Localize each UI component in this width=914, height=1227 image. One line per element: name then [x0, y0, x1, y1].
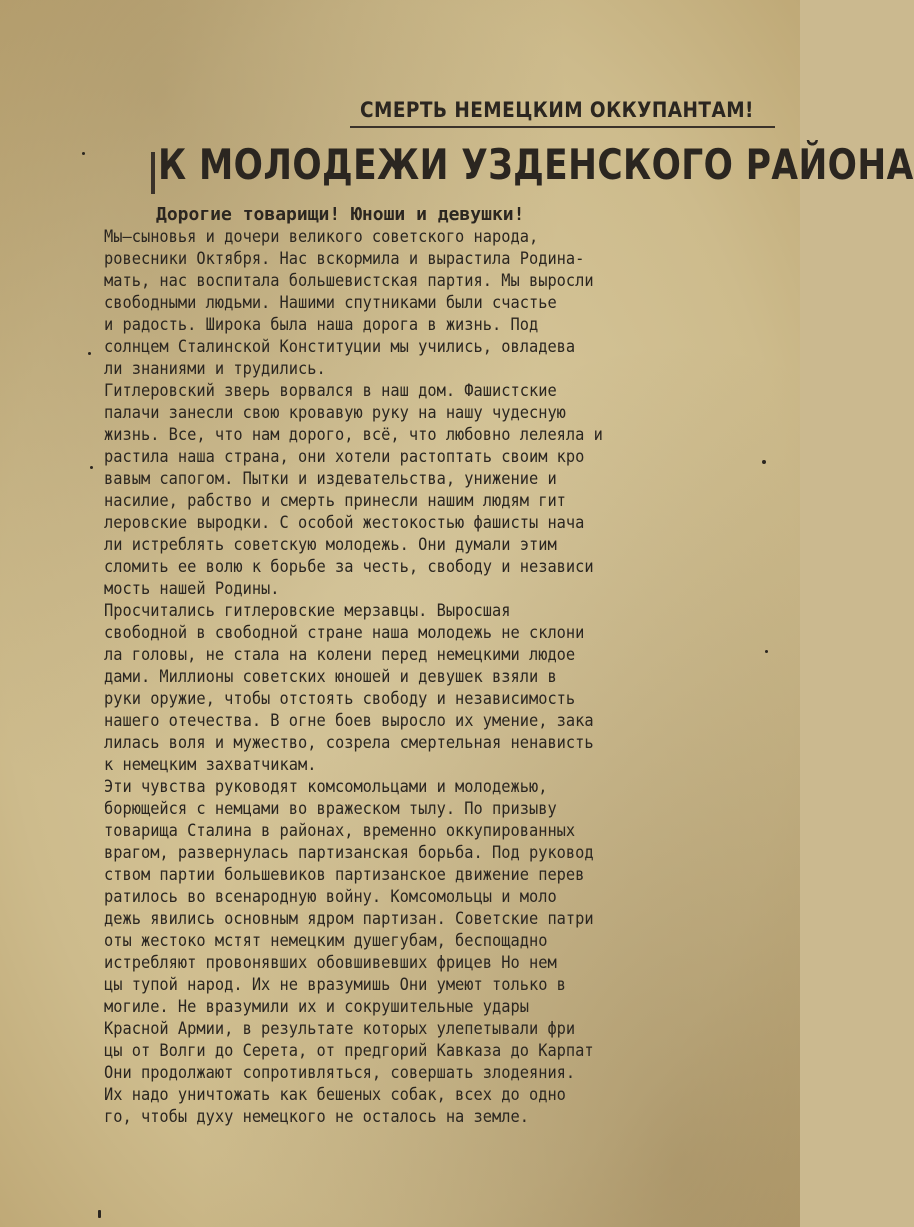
text-line: свободной в свободной стране наша молодежь не склони — [104, 623, 585, 642]
ink-speck — [88, 352, 91, 355]
text-line: Гитлеровский зверь ворвался в наш дом. Фашистские — [104, 381, 557, 400]
text-line: ла головы, не стала на колени перед немецкими людое — [104, 645, 576, 664]
text-line: истребляют провонявших обовшивевших фрицев Но нем — [104, 953, 557, 972]
paragraph-2 — [104, 380, 764, 600]
paragraph-3 — [104, 600, 764, 776]
text-line: ством партии большевиков партизанское движение перев — [104, 865, 585, 884]
text-line: борющейся с немцами во вражеском тылу. По призыву — [104, 799, 557, 818]
text-line: врагом, развернулась партизанская борьба. Под руковод — [104, 843, 594, 862]
text-line: солнцем Сталинской Конституции мы учились, овладева — [104, 337, 576, 356]
text-line: Мы—сыновья и дочери великого советского народа, — [104, 227, 539, 246]
title-bar-mark — [151, 152, 155, 194]
text-line: ли знаниями и трудились. — [104, 359, 326, 378]
text-line: ратилось во всенародную войну. Комсомольцы и моло — [104, 887, 557, 906]
text-line: нашего отечества. В огне боев выросло их умение, зака — [104, 711, 594, 730]
text-line: свободными людьми. Нашими спутниками были счастье — [104, 293, 557, 312]
text-line: ли истреблять советскую молодежь. Они думали этим — [104, 535, 557, 554]
ink-speck — [98, 1210, 101, 1218]
text-line: цы от Волги до Серета, от предгорий Кавказа до Карпат — [104, 1041, 594, 1060]
ink-speck — [82, 152, 85, 155]
text-line: Эти чувства руководят комсомольцами и молодежью, — [104, 777, 548, 796]
text-line: сломить ее волю к борьбе за честь, свободу и независи — [104, 557, 594, 576]
text-line: леровские выродки. С особой жестокостью фашисты нача — [104, 513, 585, 532]
text-line: к немецким захватчикам. — [104, 755, 317, 774]
text-line: Просчитались гитлеровские мерзавцы. Выросшая — [104, 601, 511, 620]
text-line: дежь явились основным ядром партизан. Советские патри — [104, 909, 594, 928]
text-line: растила наша страна, они хотели растоптать своим кро — [104, 447, 585, 466]
ink-speck — [90, 466, 93, 469]
text-line: товарища Сталина в районах, временно оккупированных — [104, 821, 576, 840]
text-line: лилась воля и мужество, созрела смертельная ненависть — [104, 733, 594, 752]
text-line: цы тупой народ. Их не вразумишь Они умеют только в — [104, 975, 566, 994]
ink-speck — [762, 460, 766, 464]
text-line: вавым сапогом. Пытки и издевательства, унижение и — [104, 469, 557, 488]
text-line: могиле. Не вразумили их и сокрушительные удары — [104, 997, 529, 1016]
text-line: Красной Армии, в результате которых улепетывали фри — [104, 1019, 576, 1038]
text-line: руки оружие, чтобы отстоять свободу и независимость — [104, 689, 576, 708]
paragraph-4 — [104, 776, 764, 1128]
ink-speck — [765, 650, 768, 653]
text-line: палачи занесли свою кровавую руку на нашу чудесную — [104, 403, 566, 422]
text-line: ровесники Октября. Нас вскормила и вырастила Родина- — [104, 249, 585, 268]
text-line: и радость. Широка была наша дорога в жизнь. Под — [104, 315, 539, 334]
page-title: К МОЛОДЕЖИ УЗДЕНСКОГО РАЙОНА — [158, 140, 914, 189]
text-line: го, чтобы духу немецкого не осталось на земле. — [104, 1107, 529, 1126]
text-line: насилие, рабство и смерть принесли нашим людям гит — [104, 491, 566, 510]
text-line: жизнь. Все, что нам дорого, всё, что любовно лелеяла и — [104, 425, 603, 444]
text-line: Их надо уничтожать как бешеных собак, всех до одно — [104, 1085, 566, 1104]
text-line: дами. Миллионы советских юношей и девушек взяли в — [104, 667, 557, 686]
slogan-header: СМЕРТЬ НЕМЕЦКИМ ОККУПАНТАМ! — [360, 98, 754, 122]
greeting: Дорогие товарищи! Юноши и девушки! — [156, 204, 525, 225]
paragraph-1 — [104, 226, 764, 380]
text-line: мать, нас воспитала большевистская партия. Мы выросли — [104, 271, 594, 290]
text-line: оты жестоко мстят немецким душегубам, беспощадно — [104, 931, 548, 950]
slogan-underline — [350, 126, 775, 128]
text-line: мость нашей Родины. — [104, 579, 280, 598]
text-line: Они продолжают сопротивляться, совершать злодеяния. — [104, 1063, 576, 1082]
appeal-text — [104, 204, 764, 1128]
